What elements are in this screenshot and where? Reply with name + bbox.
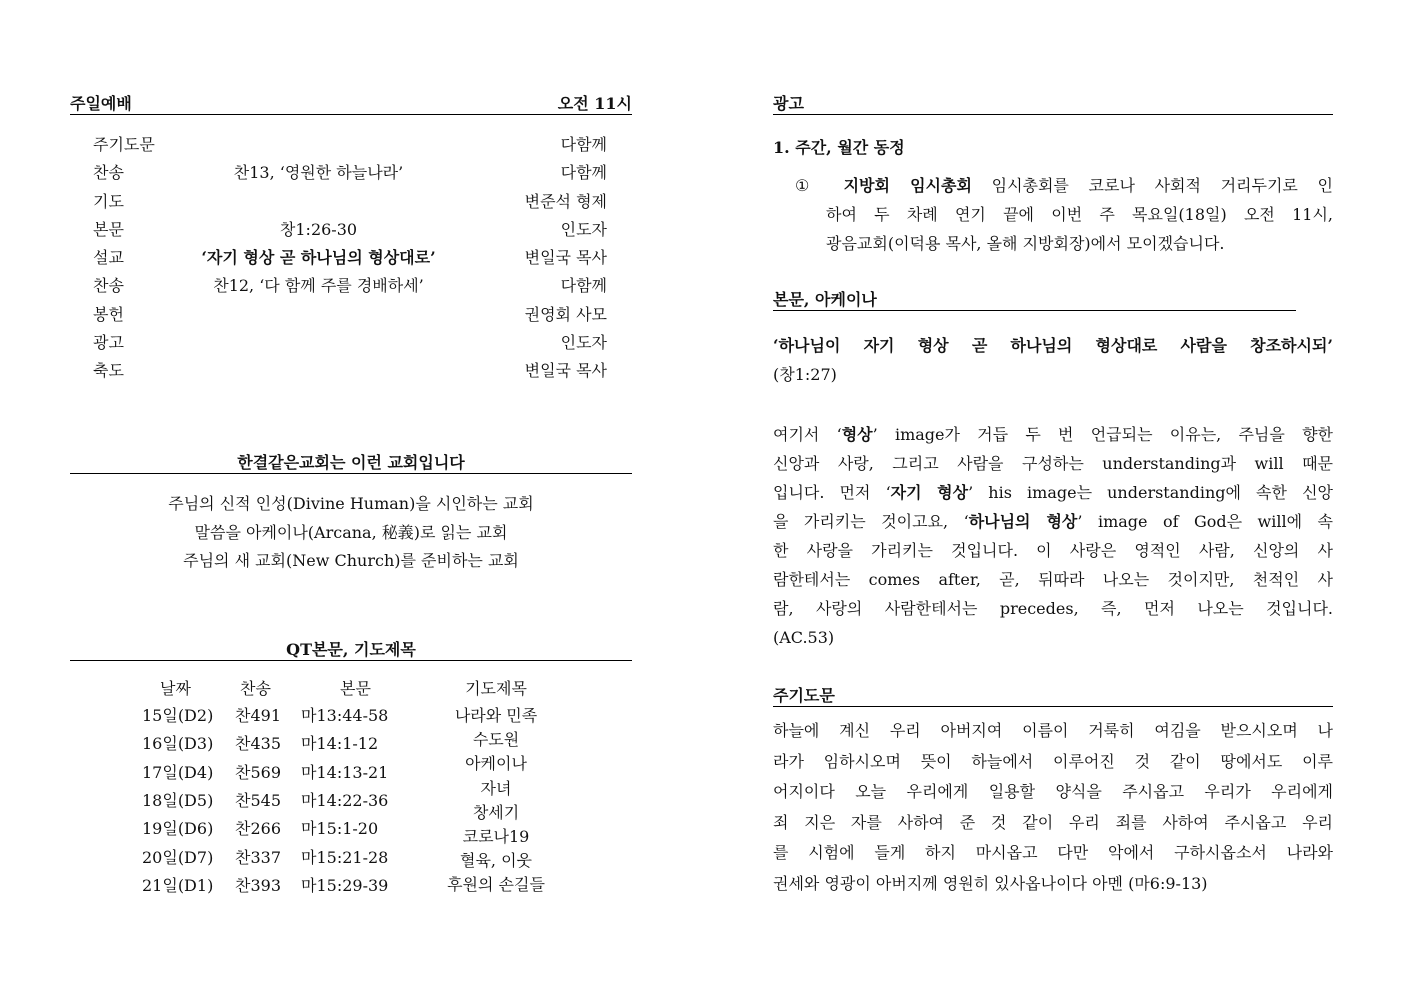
worship-leader: 인도자 (560, 333, 607, 353)
identity-title: 한결같은교회는 이런 교회입니다 (237, 453, 465, 472)
prayer-line: 하늘에 계신 우리 아버지여 이름이 거룩히 여김을 받으시오며 나 (773, 721, 1333, 740)
worship-detail: 창1:26-30 (279, 219, 358, 239)
worship-leader: 권영회 사모 (524, 304, 607, 324)
qt-hymn: 찬545 (235, 791, 281, 810)
worship-leader: 다함께 (560, 135, 607, 154)
worship-part: 본문 (93, 219, 124, 239)
scripture-reference: (창1:27) (773, 365, 837, 384)
qt-prayer: 후원의 손길들 (447, 875, 545, 895)
qt-prayer-list (430, 704, 562, 898)
identity-line: 말씀을 아케이나(Arcana, 秘義)로 읽는 교회 (194, 522, 508, 542)
lords-prayer-body (773, 716, 1333, 899)
worship-part: 주기도문 (93, 135, 155, 154)
notice-item-title-text: 1. 주간, 월간 동정 (773, 138, 905, 157)
body-text: 여기서 ‘ (773, 425, 842, 444)
prayer-line: 어지이다 오늘 우리에게 일용할 양식을 주시옵고 우리가 우리에게 (773, 782, 1333, 801)
worship-part: 기도 (93, 191, 124, 211)
worship-leader: 다함께 (560, 276, 607, 296)
qt-verse: 마14:22-36 (301, 791, 389, 810)
qt-col-prayer: 기도제목 (465, 679, 527, 698)
lords-prayer-header (773, 686, 1333, 707)
arcana-header (773, 290, 1296, 311)
notice-title: 광고 (773, 94, 804, 113)
worship-order (93, 131, 607, 386)
worship-leader: 다함께 (560, 163, 607, 183)
worship-leader: 인도자 (560, 219, 607, 239)
qt-hymn: 찬435 (235, 734, 281, 753)
qt-date: 20일(D7) (142, 848, 214, 867)
qt-date: 19일(D6) (142, 819, 214, 838)
arcana-body (773, 420, 1333, 652)
worship-leader: 변준석 형제 (524, 191, 607, 211)
identity-line: 주님의 신적 인성(Divine Human)을 시인하는 교회 (168, 494, 534, 513)
body-text: 을 가리키는 것이고요, ‘ (773, 512, 969, 531)
sermon-title: ‘자기 형상 곧 하나님의 형상대로’ (201, 248, 436, 268)
worship-row (93, 159, 607, 187)
qt-hymn: 찬491 (235, 706, 281, 725)
body-text: ’ image of God은 will에 속 (1077, 512, 1333, 531)
body-line: 신앙과 사랑, 그리고 사람을 구성하는 understanding과 will 때문 (773, 454, 1333, 473)
qt-date: 18일(D5) (142, 791, 214, 810)
qt-verse: 마14:13-21 (301, 763, 389, 782)
body-emphasis: 자기 형상 (890, 483, 969, 502)
qt-col-date: 날짜 (160, 679, 191, 698)
qt-prayer: 나라와 민족 (454, 706, 538, 725)
notice-text: 임시총회를 코로나 사회적 거리두기로 인 (991, 176, 1334, 195)
notice-line (795, 171, 1333, 200)
qt-title: QT본문, 기도제목 (286, 640, 416, 659)
notice-text: 광음교회(이덕용 목사, 올해 지방회장)에서 모이겠습니다. (826, 234, 1225, 253)
worship-leader: 변일국 목사 (524, 248, 607, 268)
qt-prayer: 혈육, 이웃 (460, 851, 532, 871)
qt-prayer: 자녀 (480, 778, 512, 798)
notice-text: 하여 두 차례 연기 끝에 이번 주 목요일(18일) 오전 11시, (826, 205, 1333, 224)
worship-part: 광고 (93, 333, 124, 353)
worship-detail: 찬13, ‘영원한 하늘나라’ (233, 163, 404, 183)
notice-item-title (773, 136, 905, 160)
body-line (773, 478, 1333, 507)
qt-col-hymn: 찬송 (240, 679, 271, 698)
worship-time: 오전 11시 (557, 94, 632, 113)
qt-verse: 마15:1-20 (301, 819, 379, 838)
worship-part: 찬송 (93, 163, 124, 183)
worship-leader: 변일국 목사 (524, 361, 607, 381)
qt-date: 16일(D3) (142, 734, 214, 753)
circle-one-marker: ① (795, 176, 824, 195)
worship-row (93, 329, 607, 357)
lords-prayer-title: 주기도문 (773, 686, 835, 705)
worship-part: 봉헌 (93, 304, 124, 324)
worship-detail: 찬12, ‘다 함께 주를 경배하세’ (213, 276, 424, 296)
qt-verse: 마13:44-58 (301, 706, 389, 725)
notice-subitem (795, 171, 1333, 258)
qt-column-headers (70, 677, 632, 701)
prayer-line: 권세와 영광이 아버지께 영원히 있사옵나이다 아멘 (마6:9-13) (773, 873, 1208, 893)
qt-verse: 마14:1-12 (301, 734, 379, 753)
qt-date: 15일(D2) (142, 706, 214, 725)
worship-row (93, 357, 607, 385)
worship-header (70, 94, 632, 115)
worship-row (93, 131, 607, 159)
worship-part: 찬송 (93, 276, 124, 296)
identity-line: 주님의 새 교회(New Church)를 준비하는 교회 (183, 551, 519, 570)
worship-row (93, 272, 607, 300)
body-line: 한 사랑을 가리키는 것입니다. 이 사랑은 영적인 사람, 신앙의 사 (773, 541, 1333, 560)
qt-date: 21일(D1) (142, 876, 214, 895)
worship-part: 축도 (93, 361, 124, 381)
body-line: (AC.53) (773, 628, 835, 647)
body-line: 람한테서는 comes after, 곧, 뒤따라 나오는 것이지만, 천적인 사 (773, 570, 1333, 589)
worship-row (93, 244, 607, 272)
arcana-title: 본문, 아케이나 (773, 290, 877, 309)
qt-col-verse: 본문 (340, 679, 371, 698)
body-line (773, 420, 1333, 449)
qt-hymn: 찬569 (235, 763, 281, 782)
prayer-line: 라가 임하시오며 뜻이 하늘에서 이루어진 것 같이 땅에서도 이루 (773, 751, 1333, 771)
notice-subitem-title: 지방회 임시총회 (843, 176, 972, 195)
body-line (773, 507, 1333, 536)
qt-prayer: 창세기 (472, 802, 520, 822)
body-text: ’ his image는 understanding에 속한 신앙 (968, 483, 1333, 502)
scripture-quote: ‘하나님이 자기 형상 곧 하나님의 형상대로 사람을 창조하시되’ (773, 336, 1333, 355)
body-text: ’ image가 거듭 두 번 언급되는 이유는, 주님을 향한 (872, 425, 1333, 444)
notice-header (773, 94, 1333, 115)
qt-header (70, 640, 632, 661)
qt-verse: 마15:21-28 (301, 848, 389, 867)
body-emphasis: 형상 (841, 425, 873, 444)
prayer-line: 를 시험에 들게 하지 마시옵고 다만 악에서 구하시옵소서 나라와 (773, 843, 1333, 862)
qt-hymn: 찬337 (235, 848, 281, 867)
prayer-line: 죄 지은 자를 사하여 준 것 같이 우리 죄를 사하여 주시옵고 우리 (773, 812, 1333, 832)
qt-date: 17일(D4) (142, 763, 214, 782)
qt-prayer: 아케이나 (465, 754, 527, 774)
body-text: 입니다. 먼저 ‘ (773, 483, 891, 502)
worship-row (93, 301, 607, 329)
qt-prayer: 수도원 (472, 730, 520, 750)
qt-hymn: 찬393 (235, 876, 281, 895)
worship-title: 주일예배 (70, 94, 132, 113)
worship-part: 설교 (93, 248, 124, 268)
identity-header (70, 453, 632, 474)
worship-row (93, 216, 607, 244)
body-emphasis: 하나님의 형상 (968, 512, 1078, 531)
arcana-quote-block (773, 331, 1333, 389)
qt-hymn: 찬266 (235, 819, 281, 838)
identity-statements (70, 490, 632, 576)
body-line: 람, 사랑의 사람한테서는 precedes, 즉, 먼저 나오는 것입니다. (773, 599, 1333, 618)
worship-row (93, 188, 607, 216)
qt-prayer: 코로나19 (462, 827, 530, 847)
qt-verse: 마15:29-39 (301, 876, 389, 895)
